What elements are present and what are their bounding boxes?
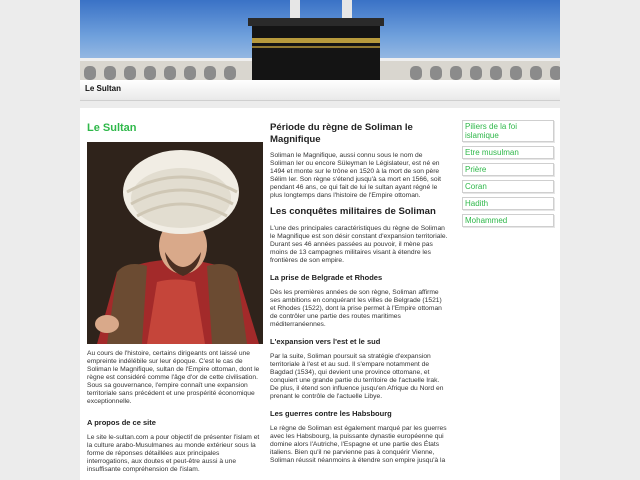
sidebar-link-coran[interactable]: Coran [462,180,554,193]
section-title: Le Sultan [87,122,137,134]
nav-bar [80,80,560,101]
sidebar-link-mohammed[interactable]: Mohammed [462,214,554,227]
subsection-heading: La prise de Belgrade et Rhodes [270,273,383,282]
about-heading: A propos de ce site [87,418,156,427]
article-paragraph: L'une des principales caractéristiques du règne de Soliman le Magnifique est son désir constant d'expansion territoriale. Durant ses 46 années passées au pouvoir, il mène pas moins de 13 campagnes militaires visant à étendre les frontières de son empire. [270,225,448,264]
article-paragraph: Le règne de Soliman est également marqué par les guerres avec les Habsbourg, la puissante dynastie européenne qui domine alors l'Autriche, l'Espagne et une partie des États italiens. Bien qu'il ne parvienne pas à conquérir Vienne, Soliman réussit néanmoins à étendre son empire jusqu'à la [270,425,447,464]
sultan-portrait-image [87,142,263,344]
article-column [270,122,448,465]
article-paragraph: Dès les premières années de son règne, Soliman affirme ses ambitions en conquérant les villes de Belgrade (1521) et Rhodes (1522), dont la prise permet à l'Empire ottoman de contrôler une partie des routes maritimes méditerranéennes. [270,289,442,328]
intro-text: Au cours de l'histoire, certains dirigeants ont laissé une empreinte indélébile sur leur époque. C'est le cas de Soliman le Magnifique, sultan de l'Empire ottoman, dont le règne est considéré comme l'âge d'or de cette civilisation. Sous sa gouvernance, l'empire connaît une expansion territoriale sans précédent et une prospérité économique exceptionnelle. [87,350,260,405]
article-title: Période du règne de Soliman le Magnifique [270,122,413,145]
section-heading: Les conquêtes militaires de Soliman [270,206,436,217]
left-column [87,122,263,473]
sidebar-links [462,120,554,231]
nav-link-le-sultan[interactable]: Le Sultan [85,84,122,93]
about-text: Le site le-sultan.com a pour objectif de présenter l'islam et la culture arabo-Musulmanes au monde extérieur sous la forme de réponses détaillées aux principales interrogations, aux doutes et peut-être aussi à une insuffisante compréhension de l'islam. [87,434,260,473]
article-paragraph: Par la suite, Soliman poursuit sa stratégie d'expansion territoriale à l'est et au sud. Il s'empare notamment de Bagdad (1534), qui devient une province ottomane, et conquiert une grande partie du territoire de l'actuelle Irak. De plus, il étend son influence jusqu'en Afrique du Nord en prenant le contrôle de l'actuelle Libye. [270,353,444,400]
page [80,0,560,480]
sidebar-link-piliers[interactable]: Piliers de la foi islamique [462,120,554,142]
header-banner-image [80,0,560,80]
kaaba-illustration [252,24,380,80]
subsection-heading: Les guerres contre les Habsbourg [270,409,392,418]
subsection-heading: L'expansion vers l'est et le sud [270,337,381,346]
sidebar-link-etre-musulman[interactable]: Etre musulman [462,146,554,159]
sidebar-link-hadith[interactable]: Hadith [462,197,554,210]
content-panel [80,108,560,480]
article-paragraph: Soliman le Magnifique, aussi connu sous le nom de Soliman Ier ou encore Süleyman le Législateur, est né en 1494 et monte sur le trône en 1520 à la mort de son père Sélim Ier. Son règne s'étend jusqu'à sa mort en 1566, soit pendant 46 ans, ce qui fait de lui le sultan ayant régné le plus longtemps dans l'histoire de l'Empire ottoman. [270,152,441,199]
sidebar-link-priere[interactable]: Prière [462,163,554,176]
